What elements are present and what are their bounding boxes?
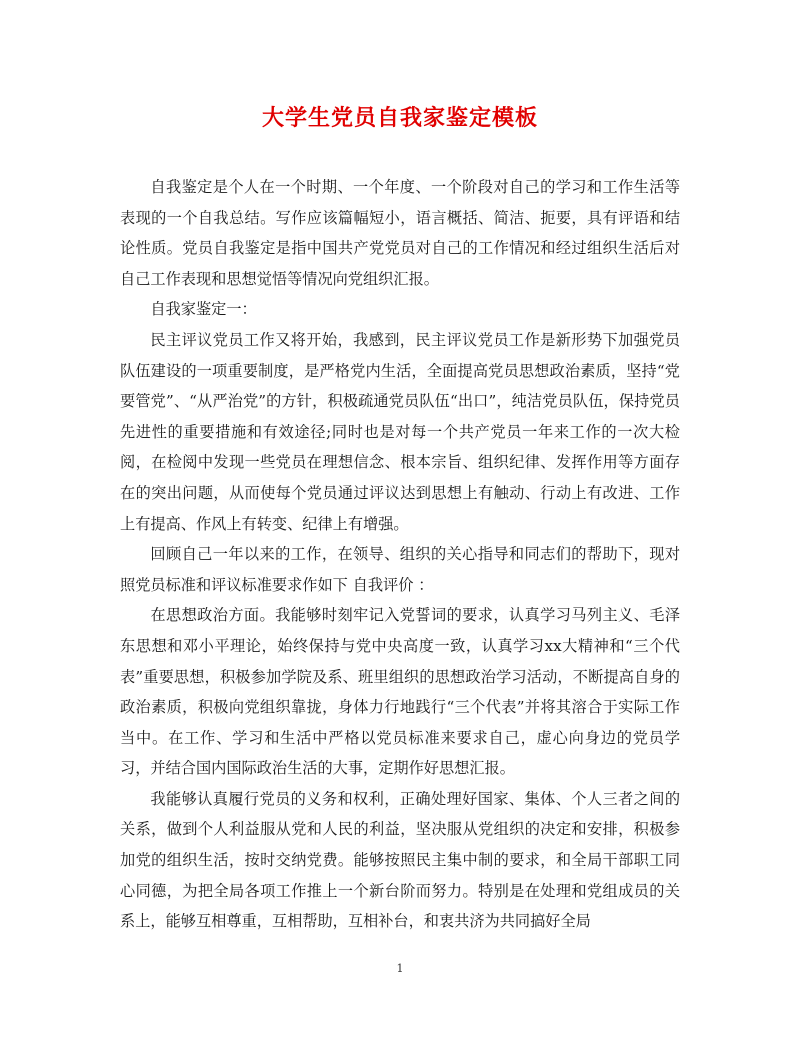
document-title: 大学生党员自我家鉴定模板 (261, 105, 538, 131)
paragraph-intro: 自我鉴定是个人在一个时期、一个年度、一个阶段对自己的学习和工作生活等表现的一个自我总结。写作应该篇幅短小，语言概括、简洁、扼要，具有评语和结论性质。党员自我鉴定是指中国共产党党员对自己的工作情况和经过组织生活后对自己工作表现和思想觉悟等情况向党组织汇报。 (120, 178, 680, 288)
paragraph-section-heading: 自我家鉴定一： (150, 300, 257, 319)
paragraph-democratic-evaluation: 民主评议党员工作又将开始，我感到，民主评议党员工作是新形势下加强党员队伍建设的一项重要制度，是严格党内生活，全面提高党员思想政治素质，坚持“党要管党”、“从严治党”的方针，积极疏通党员队伍“出口”，纯洁党员队伍，保持党员先进性的重要措施和有效途径;同时也是对每一个共产党员一年来工作的一次大检阅，在检阅中发现一些党员在理想信念、根本宗旨、组织纪律、发挥作用等方面存在的突出问题，从而使每个党员通过评议达到思想上有触动、行动上有改进、工作上有提高、作风上有转变、纪律上有增强。 (120, 330, 680, 533)
document-body (120, 172, 680, 937)
paragraph-political-thought: 在思想政治方面。我能够时刻牢记入党誓词的要求，认真学习马列主义、毛泽东思想和邓小平理论，始终保持与党中央高度一致，认真学习xx大精神和“三个代表”重要思想，积极参加学院及系、班里组织的思想政治学习活动，不断提高自身的政治素质，积极向党组织靠拢，身体力行地践行“三个代表”并将其溶合于实际工作当中。在工作、学习和生活中严格以党员标准来要求自己，虚心向身边的党员学习，并结合国内国际政治生活的大事，定期作好思想汇报。 (120, 606, 680, 778)
page-number: 1 (396, 962, 404, 975)
paragraph-review: 回顾自己一年以来的工作，在领导、组织的关心指导和同志们的帮助下，现对照党员标准和评议标准要求作如下 自我评价 ： (120, 545, 680, 594)
paragraph-duties-rights: 我能够认真履行党员的义务和权利，正确处理好国家、集体、个人三者之间的关系，做到个人利益服从党和人民的利益，坚决服从党组织的决定和安排，积极参加党的组织生活，按时交纳党费。能够按照民主集中制的要求，和全局干部职工同心同德，为把全局各项工作推上一个新台阶而努力。特别是在处理和党组成员的关系上，能够互相尊重，互相帮助，互相补台，和衷共济为共同搞好全局 (120, 789, 680, 931)
